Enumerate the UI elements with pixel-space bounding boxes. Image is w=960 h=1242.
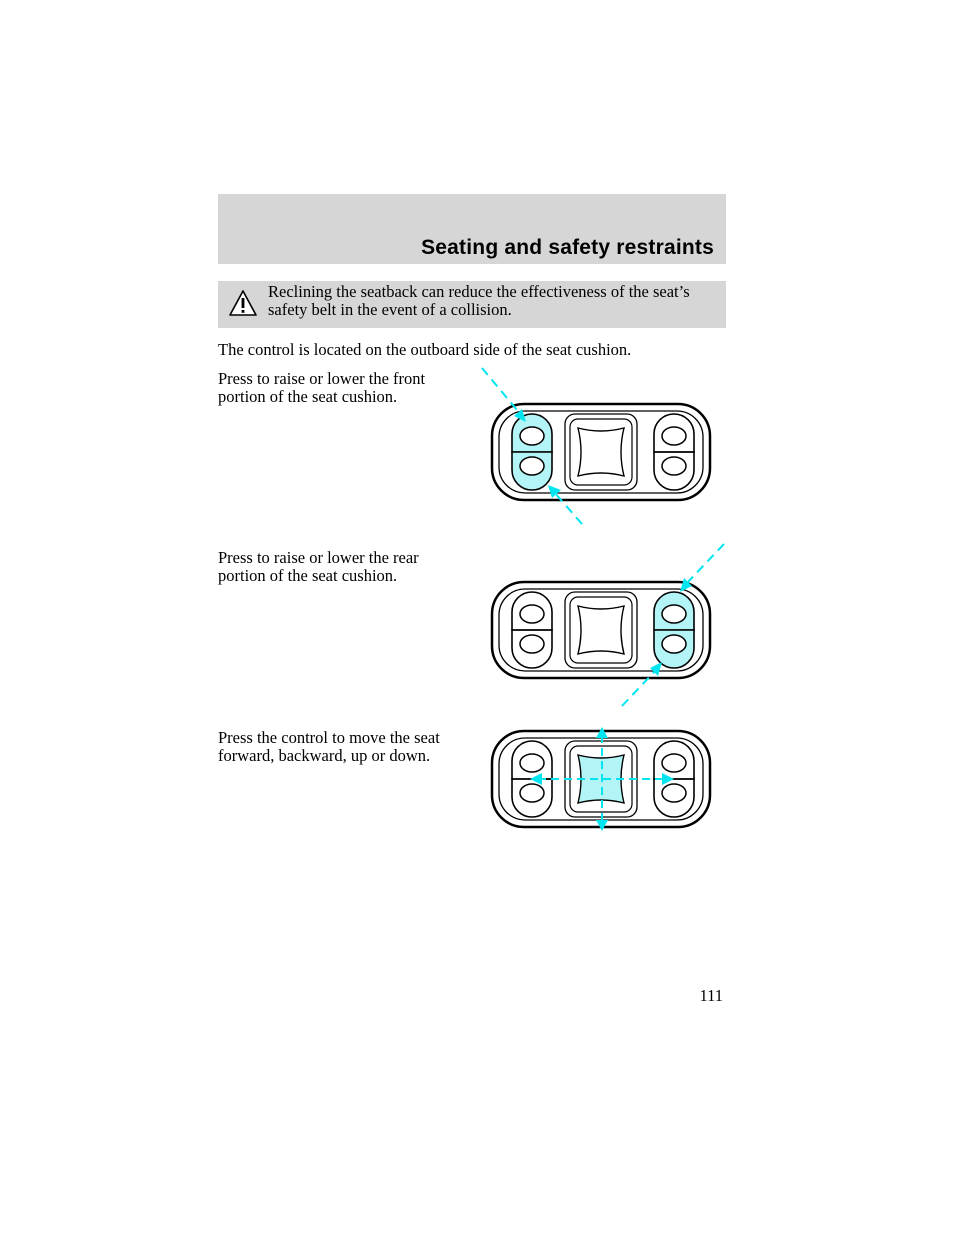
- rear-cushion-switch: [654, 592, 694, 668]
- seat-control-panel: [492, 582, 710, 678]
- center-joystick: [565, 414, 637, 490]
- front-cushion-instruction: Press to raise or lower the front portion of the seat cushion.: [218, 369, 426, 406]
- warning-box: [218, 281, 726, 328]
- warning-triangle-icon: [228, 289, 258, 317]
- rear-cushion-control-illustration: [472, 540, 732, 712]
- section-title: Seating and safety restraints: [421, 236, 714, 259]
- front-cushion-switch: [512, 592, 552, 668]
- center-joystick: [565, 592, 637, 668]
- direction-arrows: [530, 727, 674, 831]
- rear-cushion-instruction: Press to raise or lower the rear portion of the seat cushion.: [218, 548, 419, 585]
- front-cushion-switch: [512, 414, 552, 490]
- location-paragraph: The control is located on the outboard side of the seat cushion.: [218, 340, 632, 359]
- seat-move-control-illustration: [472, 725, 732, 835]
- front-cushion-control-illustration: [472, 362, 732, 534]
- header-band: [218, 194, 726, 264]
- seat-move-instruction: Press the control to move the seat forward, backward, up or down.: [218, 728, 440, 765]
- rear-cushion-switch: [654, 414, 694, 490]
- page-number: 111: [699, 986, 723, 1005]
- warning-text: Reclining the seatback can reduce the effectiveness of the seat’s safety belt in the event of a collision.: [268, 282, 690, 319]
